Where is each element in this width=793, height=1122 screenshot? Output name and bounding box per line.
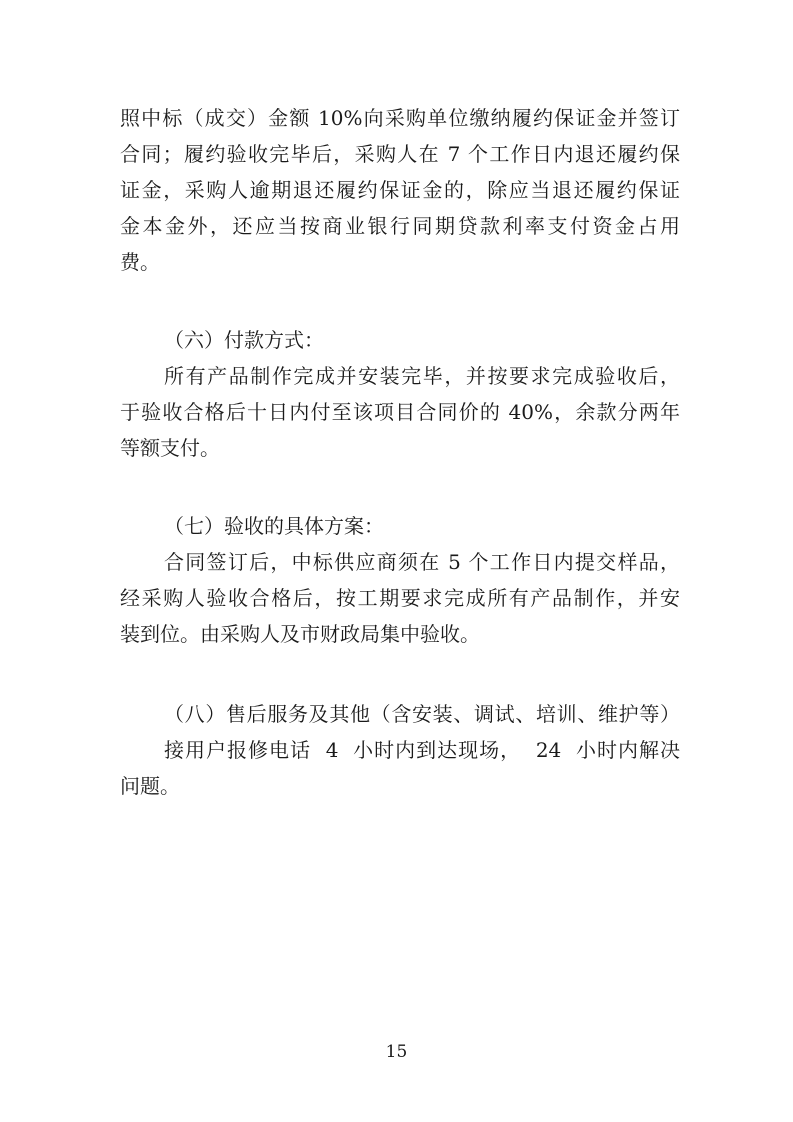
paragraph-line: 等额支付。 bbox=[120, 436, 220, 460]
paragraph-line: 装到位。由采购人及市财政局集中验收。 bbox=[120, 622, 480, 646]
page-number: 15 bbox=[385, 1042, 408, 1062]
paragraph-line: 金本金外，还应当按商业银行同期贷款利率支付资金占用 bbox=[120, 214, 680, 238]
section-heading: （七）验收的具体方案： bbox=[164, 514, 384, 538]
paragraph-line: 费。 bbox=[120, 250, 160, 274]
section-acceptance-plan bbox=[120, 508, 680, 652]
paragraph-line: 所有产品制作完成并安装完毕，并按要求完成验收后， bbox=[164, 364, 680, 388]
paragraph-line: 合同；履约验收完毕后，采购人在 7 个工作日内退还履约保 bbox=[120, 142, 680, 166]
paragraph-line: 接用户报修电话 4 小时内到达现场， 24 小时内解决 bbox=[164, 738, 680, 762]
section-heading: （八）售后服务及其他（含安装、调试、培训、维护等） bbox=[164, 702, 680, 726]
paragraph-line: 证金，采购人逾期退还履约保证金的，除应当退还履约保证 bbox=[120, 178, 680, 202]
section-payment-method bbox=[120, 322, 680, 466]
paragraph-line: 问题。 bbox=[120, 774, 180, 798]
continuation-paragraph bbox=[120, 100, 680, 280]
paragraph-line: 合同签订后，中标供应商须在 5 个工作日内提交样品， bbox=[164, 550, 680, 574]
section-heading: （六）付款方式： bbox=[164, 328, 324, 352]
section-after-sales-service bbox=[120, 696, 680, 804]
paragraph-line: 照中标（成交）金额 10%向采购单位缴纳履约保证金并签订 bbox=[120, 106, 680, 130]
paragraph-line: 经采购人验收合格后，按工期要求完成所有产品制作，并安 bbox=[120, 586, 680, 610]
paragraph-line: 于验收合格后十日内付至该项目合同价的 40%，余款分两年 bbox=[120, 400, 680, 424]
